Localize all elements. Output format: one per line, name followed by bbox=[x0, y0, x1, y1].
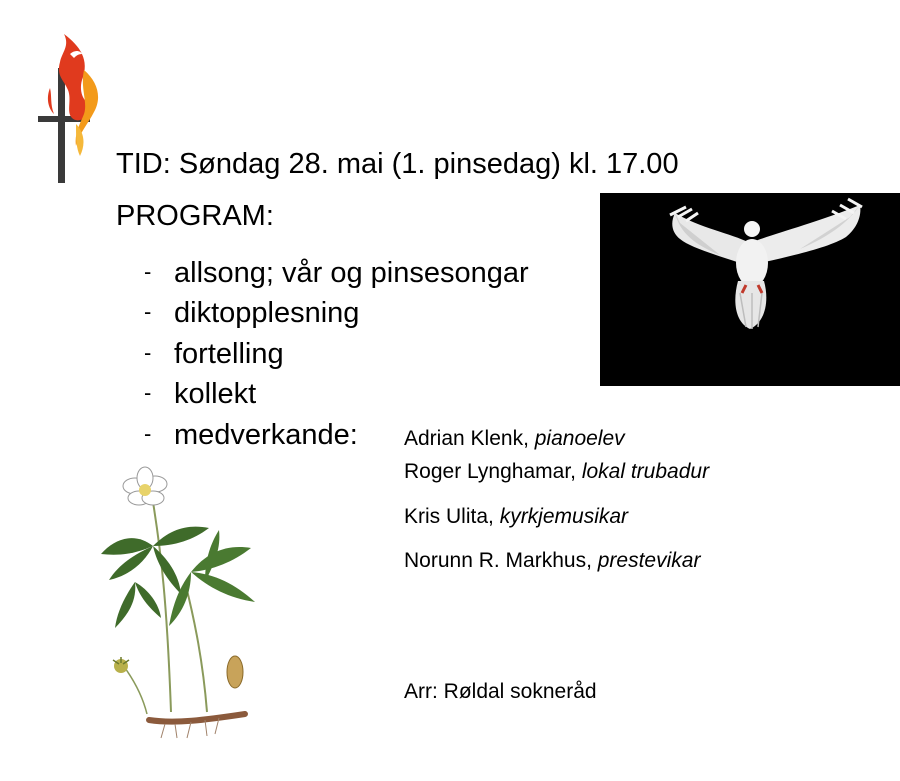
program-item-label: kollekt bbox=[174, 378, 257, 410]
contributor-role: kyrkjemusikar bbox=[499, 505, 629, 528]
program-heading: PROGRAM: bbox=[116, 200, 274, 232]
dove-photo bbox=[600, 193, 900, 386]
list-dash: - bbox=[144, 340, 152, 365]
contributor-name: Norunn R. Markhus, bbox=[404, 549, 598, 572]
program-item-label: diktopplesning bbox=[174, 297, 360, 329]
arranger-line: Arr: Røldal sokneråd bbox=[404, 680, 597, 703]
contributor-line bbox=[404, 505, 628, 529]
contributor-role: lokal trubadur bbox=[581, 460, 710, 483]
contributor-name: Adrian Klenk, bbox=[404, 427, 535, 450]
anemone-illustration bbox=[95, 462, 270, 742]
contributor-line bbox=[404, 427, 625, 451]
program-item bbox=[144, 378, 256, 411]
list-dash: - bbox=[144, 299, 152, 324]
cross-flame-icon bbox=[20, 28, 110, 188]
program-item bbox=[144, 338, 284, 371]
program-item bbox=[144, 297, 359, 330]
program-item-label: medverkande: bbox=[174, 419, 358, 451]
list-dash: - bbox=[144, 421, 152, 446]
list-dash: - bbox=[144, 380, 152, 405]
contributor-line bbox=[404, 460, 709, 484]
program-item-label: allsong; vår og pinsesongar bbox=[174, 257, 529, 289]
contributor-role: pianoelev bbox=[534, 427, 625, 450]
program-item bbox=[144, 257, 529, 290]
contributor-role: prestevikar bbox=[597, 549, 701, 572]
program-item-label: fortelling bbox=[174, 338, 284, 370]
contributor-name: Roger Lynghamar, bbox=[404, 460, 582, 483]
program-item bbox=[144, 419, 358, 452]
contributor-line bbox=[404, 549, 700, 573]
list-dash: - bbox=[144, 259, 152, 284]
contributor-name: Kris Ulita, bbox=[404, 505, 500, 528]
event-time: TID: Søndag 28. mai (1. pinsedag) kl. 17.00 bbox=[116, 148, 679, 180]
